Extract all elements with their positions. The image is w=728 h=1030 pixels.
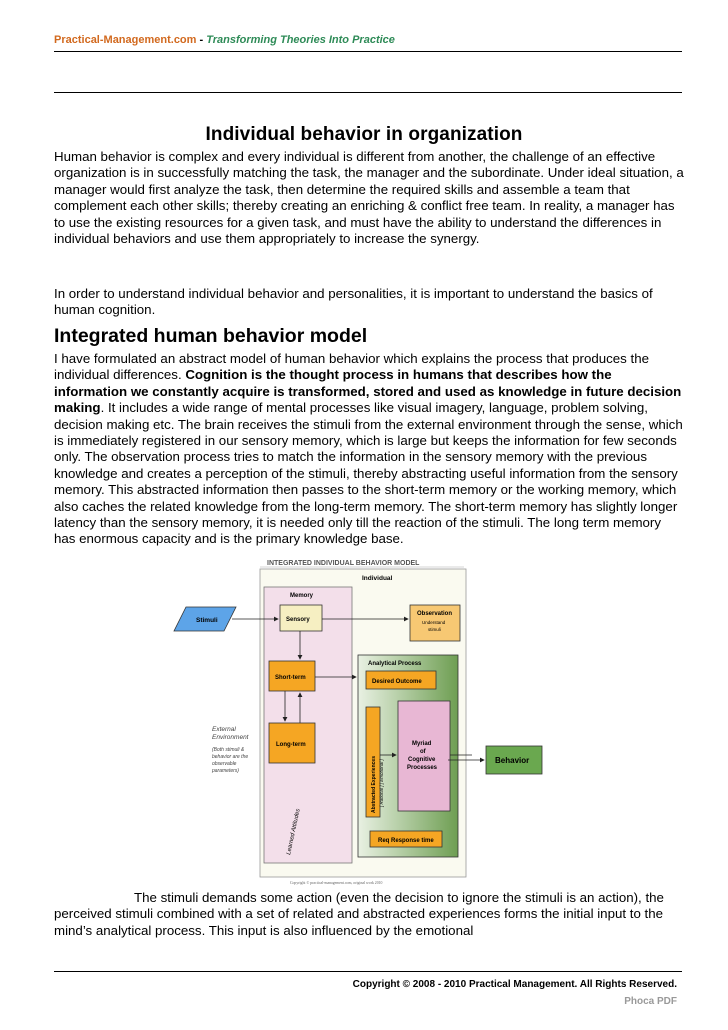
observation-label: Observation <box>417 611 453 617</box>
page-title: Individual behavior in organization <box>205 124 523 145</box>
learned-attitudes-label: Learned Attitudes <box>286 808 302 856</box>
site-name[interactable]: Practical-Management.com <box>54 34 197 46</box>
section-text-start: I have formulated an abstract model of human behavior which explains the process that produces the individual differences. <box>54 351 650 383</box>
myriad-line-1: Myriad <box>412 741 432 747</box>
abstracted-sub-label: [ Rational ] [ Emotional ] <box>379 759 384 807</box>
footer-copyright: Copyright © 2008 - 2010 Practical Management. All Rights Reserved. <box>352 979 677 990</box>
external-note-4: parameters) <box>212 768 239 774</box>
individual-label: Individual <box>362 575 393 582</box>
header-rule-2 <box>54 92 682 93</box>
sensory-label: Sensory <box>286 617 310 623</box>
myriad-line-3: Cognitive <box>408 757 436 763</box>
analytical-label: Analytical Process <box>368 661 422 667</box>
memory-label: Memory <box>290 593 314 599</box>
section-paragraph <box>54 351 684 548</box>
external-note-2: behavior are the <box>212 754 249 760</box>
section-heading: Integrated human behavior model <box>54 325 368 347</box>
myriad-line-2: of <box>420 749 426 755</box>
header-separator: - <box>196 34 207 46</box>
intro-paragraph-2: In order to understand individual behavior and personalities, it is important to understand the basics of human cognition. <box>54 286 653 318</box>
phoca-pdf-link[interactable]: Phoca PDF <box>624 996 677 1007</box>
figure-title: INTEGRATED INDIVIDUAL BEHAVIOR MODEL <box>267 560 420 567</box>
header-rule <box>54 51 682 52</box>
section-text-bold: Cognition is the thought process in humans that describes how the information we constantly acquire is transformed, stored and used as knowledge in future decision making <box>54 367 682 416</box>
closing-text: The stimuli demands some action (even the decision to ignore the stimuli is an action), the perceived stimuli combined with a set of related and abstracted experiences forms the initial input to the mind’s analytical process. This input is also influenced by the emotional <box>54 890 664 938</box>
page-header <box>54 34 395 46</box>
abstracted-label: Abstracted Experiences <box>371 756 377 813</box>
observation-sub-2: stimuli <box>428 627 441 632</box>
short-term-label: Short-term <box>275 675 306 681</box>
external-label-2: Environment <box>212 734 249 741</box>
desired-outcome-label: Desired Outcome <box>372 679 422 685</box>
site-tagline: Transforming Theories Into Practice <box>206 34 395 46</box>
external-label-1: External <box>212 726 236 733</box>
behavior-label: Behavior <box>495 756 530 765</box>
req-response-label: Req Response time <box>378 838 434 844</box>
long-term-label: Long-term <box>276 742 306 748</box>
behavior-model-figure <box>172 555 472 887</box>
cognitive-processes-box <box>398 701 450 811</box>
observation-sub-1: Understand <box>422 620 446 625</box>
section-text-rest: . It includes a wide range of mental processes like visual imagery, language, problem solving, decision making etc. The brain receives the stimuli from the external environment through the sense, which is immediately registered in our sensory memory, which is large but keeps the information for few seconds only. The observation process tries to match the information in the sensory memory with the previous knowledge and creates a perception of the stimuli, thereby abstracting useful information from the sensory memory. This abstracted information then passes to the short-term memory or the working memory, which also caches the related knowledge from the long-term memory. The short-term memory has slightly longer latency than the sensory memory, it is needed only till the reaction of the stimuli. The long term memory has enormous capacity and is the primary knowledge base. <box>54 400 683 547</box>
external-note-1: (Both stimuli & <box>212 747 245 753</box>
external-note-3: observable <box>212 761 237 767</box>
figure-copyright: Copyright © practical-management.com, original work 2010 <box>290 881 383 885</box>
footer-rule <box>54 971 682 972</box>
stimuli-label: Stimuli <box>196 617 218 624</box>
intro-paragraph-1: Human behavior is complex and every individual is different from another, the challenge of an effective organization is in successfully matching the task, the manager and the subordinate. Under ideal situation, a manager would first analyze the task, then determine the required skills and assemble a team that complement each other skills; thereby creating an enriching & conflict free team. In reality, a manager has to use the existing resources for a given task, and must have the ability to understand the differences in individual behaviors and use them appropriately to increase the synergy. <box>54 149 684 247</box>
myriad-line-4: Processes <box>407 765 438 771</box>
behavior-output <box>448 738 548 782</box>
closing-paragraph <box>54 890 684 939</box>
